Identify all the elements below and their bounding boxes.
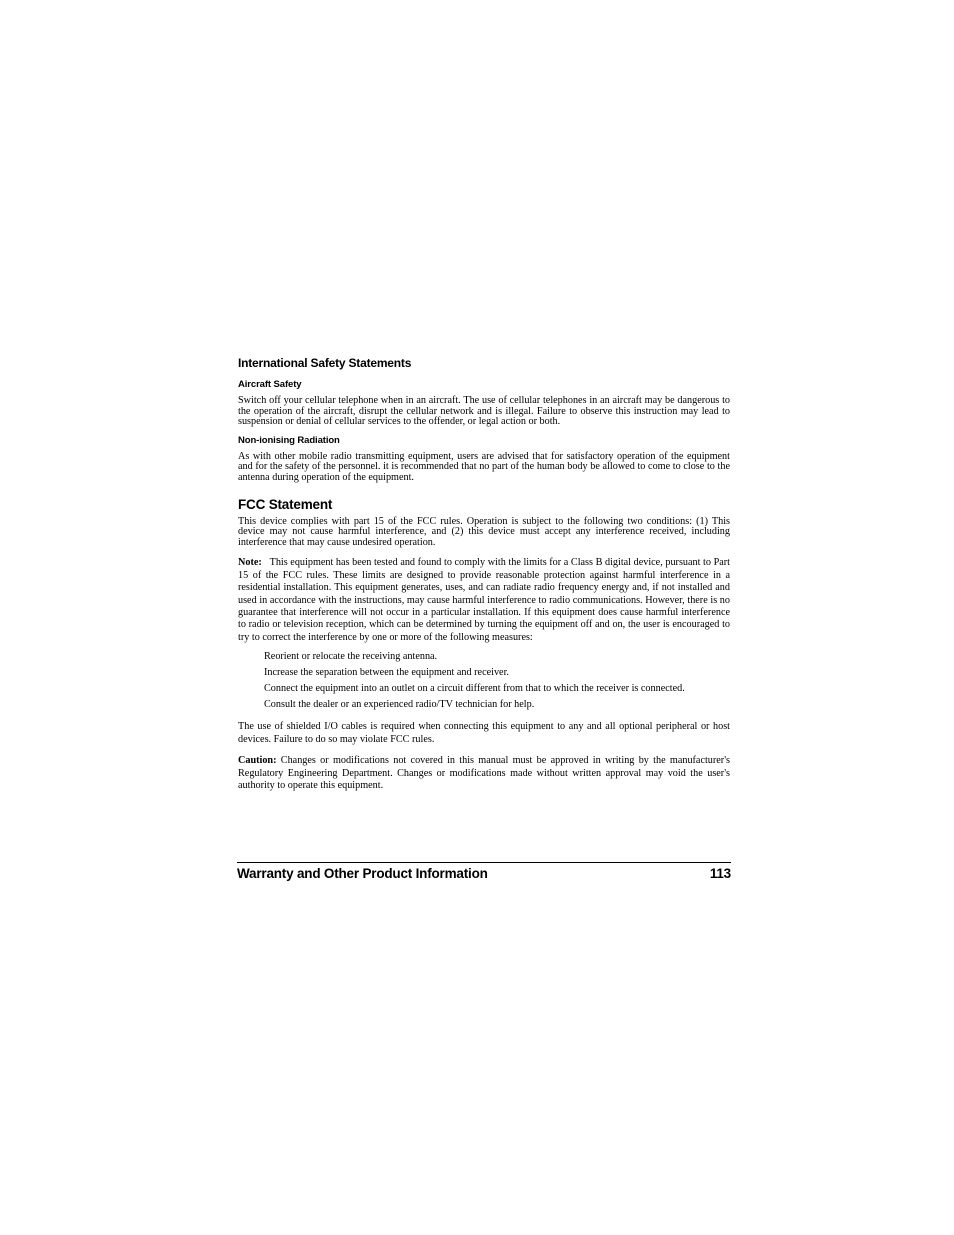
list-item: Connect the equipment into an outlet on a circuit different from that to which the receiver is connected. <box>264 683 685 694</box>
caution-label: Caution: <box>238 755 277 767</box>
fcc-intro-text: This device complies with part 15 of the FCC rules. Operation is subject to the following two conditions: (1) This device may not cause harmful interference, and (2) this device must accept any interference received, including interference that may cause undesired operation. <box>238 515 730 548</box>
page-footer <box>237 862 731 883</box>
fcc-statement-heading: FCC Statement <box>238 496 333 512</box>
page-content <box>238 356 730 799</box>
footer-title: Warranty and Other Product Information <box>237 866 488 881</box>
note-text: This equipment has been tested and found to comply with the limits for a Class B digital device, pursuant to Part 15 of the FCC rules. These limits are designed to provide reasonable protection against harmful interference in a residential installation. This equipment generates, uses, and can radiate radio frequency energy and, if not installed and used in accordance with the instructions, may cause harmful interference to radio communications. However, there is no guarantee that interference will not occur in a particular installation. If this equipment does cause harmful interference to radio or television reception, which can be determined by turning the equipment off and on, the user is encouraged to try to correct the interference by one or more of the following measures: <box>238 557 730 643</box>
fcc-note-paragraph <box>238 557 730 644</box>
interference-measures-list <box>264 651 696 711</box>
list-item: Consult the dealer or an experienced radio/TV technician for help. <box>264 698 535 710</box>
note-label: Note: <box>238 557 262 569</box>
international-safety-heading: International Safety Statements <box>238 356 412 370</box>
non-ionising-radiation-text: As with other mobile radio transmitting equipment, users are advised that for satisfactory operation of the equipment and for the safety of the personnel. it is recommended that no part of the human body be allowed to come to close to the antenna during operation of the equipment. <box>238 450 730 483</box>
list-item: Increase the separation between the equipment and receiver. <box>264 667 509 679</box>
aircraft-safety-text: Switch off your cellular telephone when in an aircraft. The use of cellular telephones in an aircraft may be dangerous to the operation of the aircraft, disrupt the cellular network and is illegal. Failure to observe this instruction may lead to suspension or denial of cellular services to the offender, or legal action or both. <box>238 395 730 428</box>
fcc-caution-paragraph <box>238 755 730 792</box>
shielded-cables-text: The use of shielded I/O cables is required when connecting this equipment to any and all optional peripheral or host devices. Failure to do so may violate FCC rules. <box>238 721 730 745</box>
list-item: Reorient or relocate the receiving antenna. <box>264 651 438 663</box>
caution-text: Changes or modifications not covered in this manual must be approved in writing by the manufacturer's Regulatory Engineering Department. Changes or modifications made without written approval may void the user's authority to operate this equipment. <box>238 755 730 791</box>
aircraft-safety-heading: Aircraft Safety <box>238 379 302 390</box>
page-number: 113 <box>709 866 731 881</box>
non-ionising-radiation-heading: Non-ionising Radiation <box>238 434 340 446</box>
